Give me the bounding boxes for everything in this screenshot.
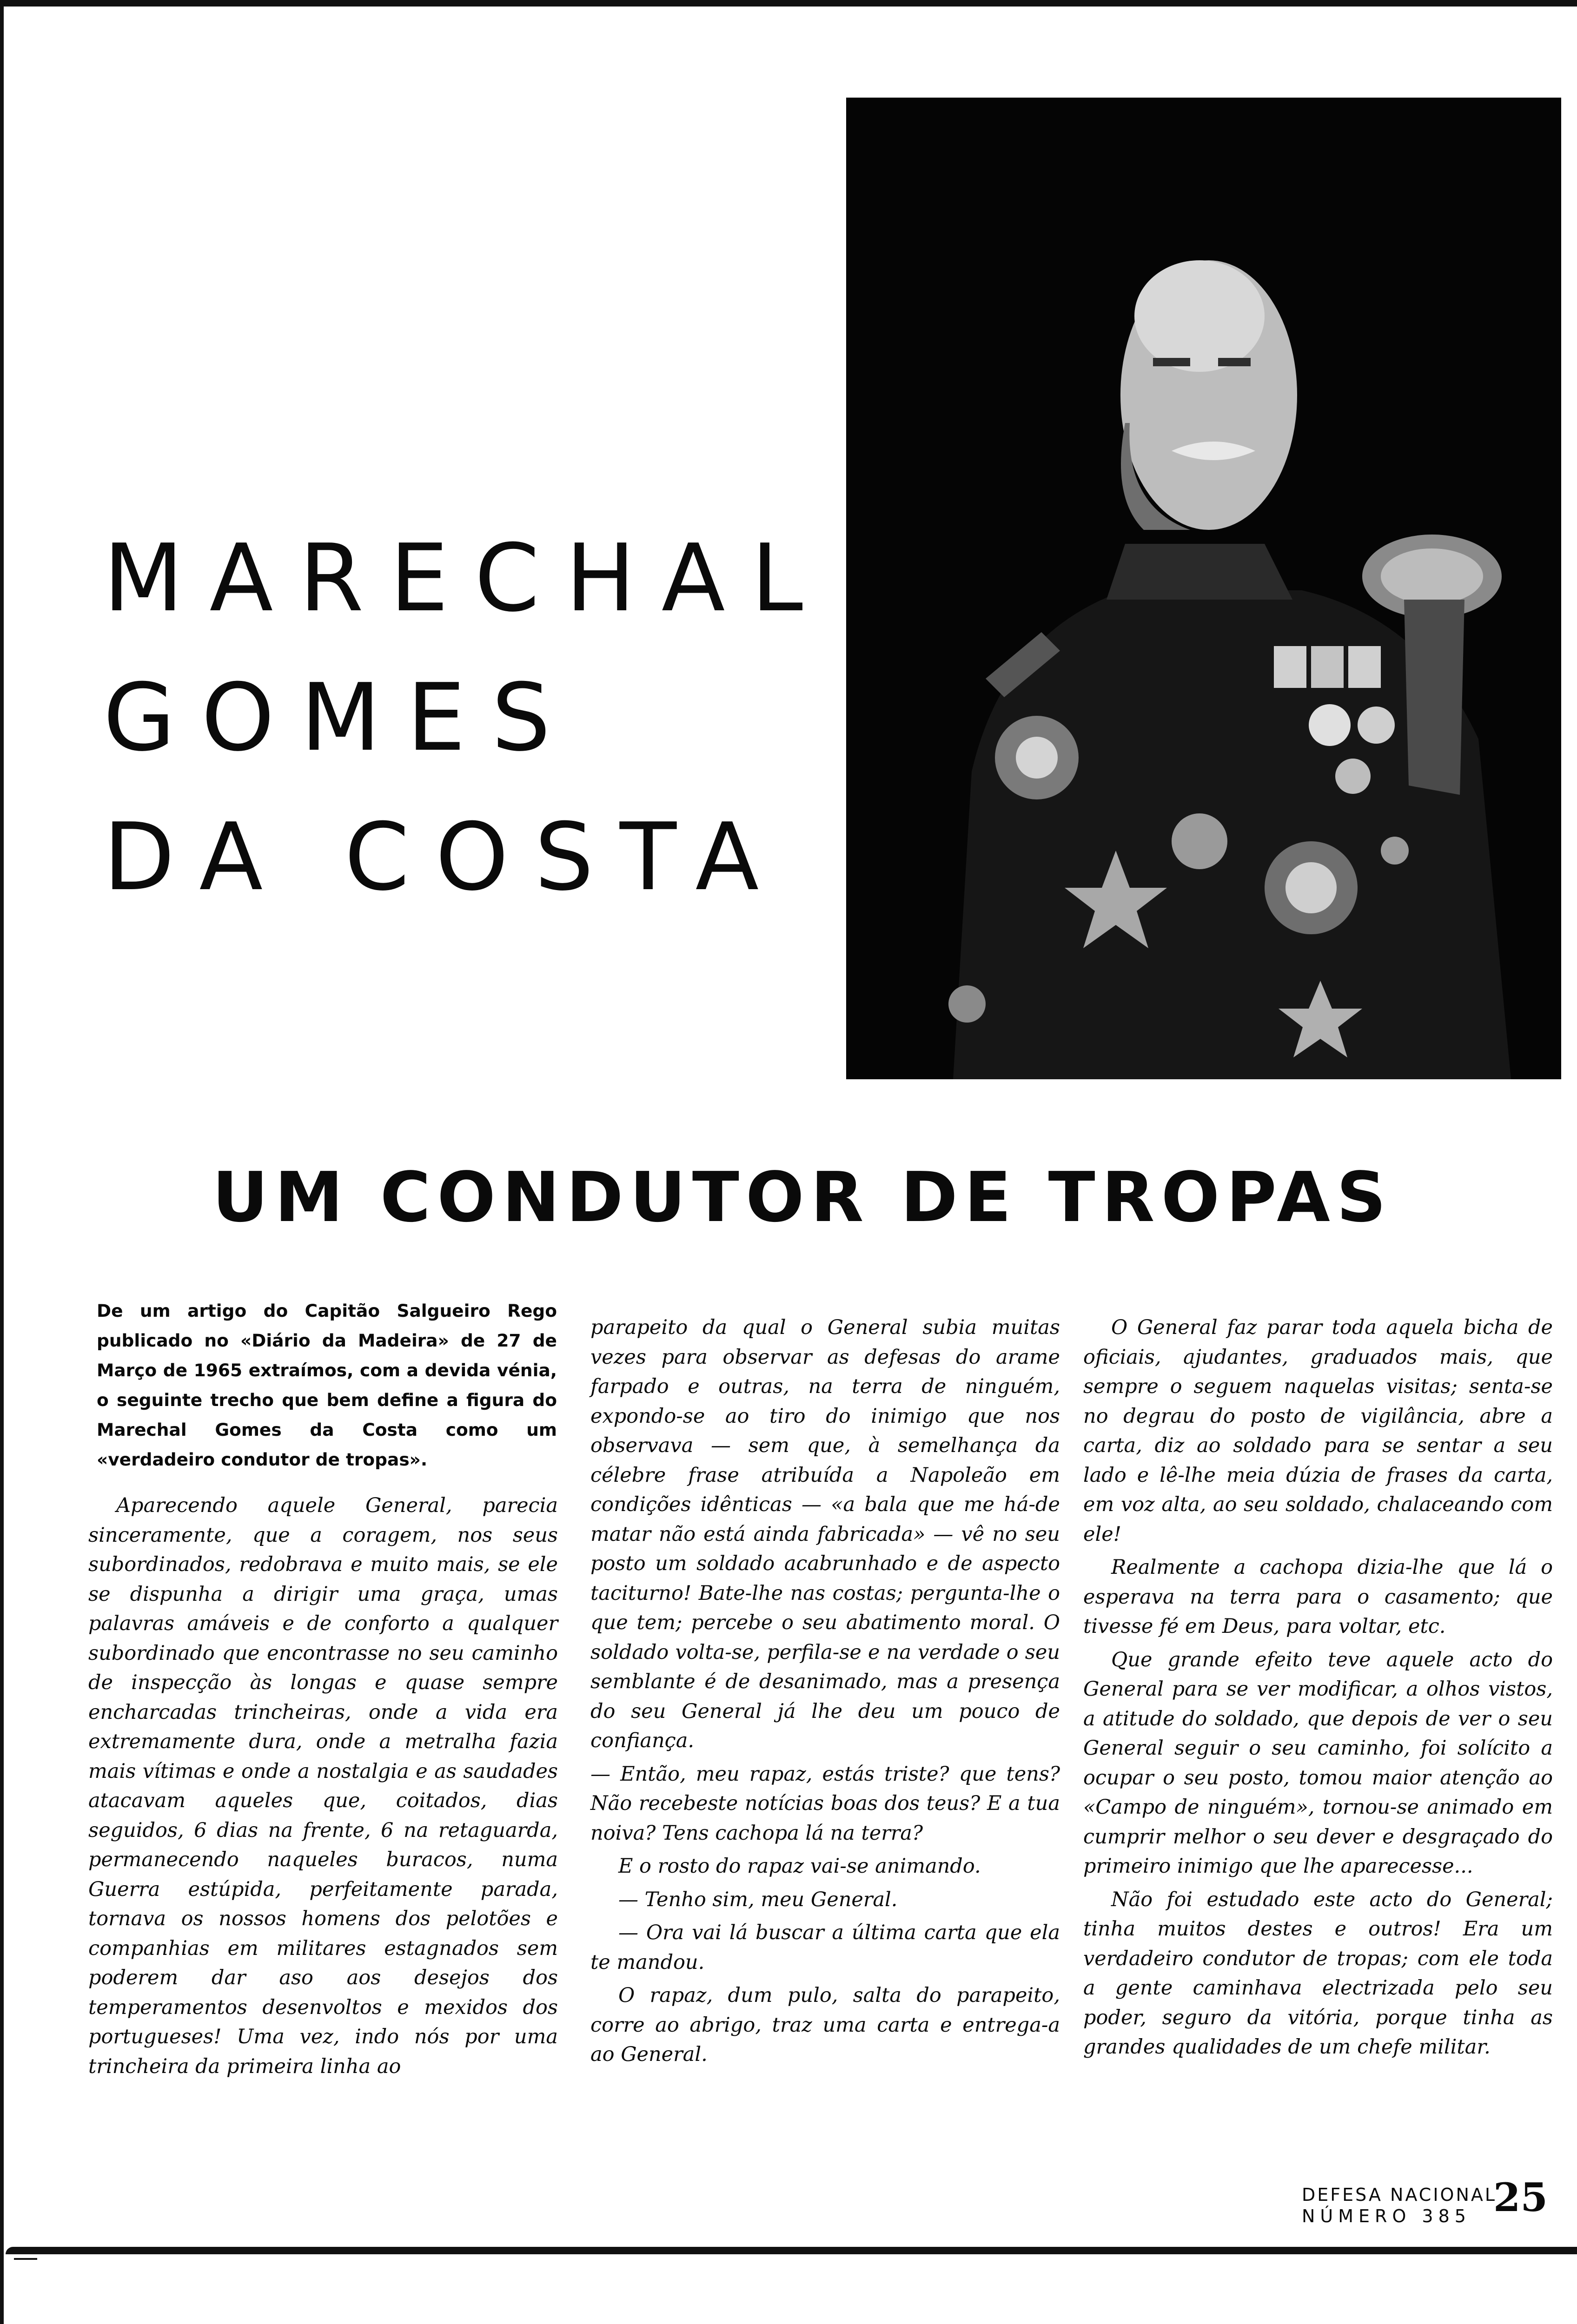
footer-publication: DEFESA NACIONAL bbox=[1302, 2185, 1497, 2205]
scan-border-top bbox=[0, 0, 1577, 7]
footer-issue: NÚMERO 385 bbox=[1302, 2206, 1471, 2226]
article-subtitle: UM CONDUTOR DE TROPAS bbox=[212, 1157, 1393, 1237]
portrait-illustration bbox=[846, 98, 1561, 1079]
col3-paragraph: Não foi estudado este acto do General; tinha muitos destes e outros! Era um verdadeiro condutor de tropas; com ele toda a gente caminhava electrizada pelo seu poder, seguro da vitória, porque tinha as grandes qualidades de um chefe militar. bbox=[1083, 1888, 1553, 2059]
col2-paragraph: E o rosto do rapaz vai-se animando. bbox=[618, 1855, 981, 1878]
page-number: 25 bbox=[1493, 2174, 1548, 2220]
col3-paragraph: Que grande efeito teve aquele acto do General para se ver modificar, a olhos vistos, a atitude do soldado, que depois de ver o seu General seguir o seu caminho, foi solícito a ocupar o seu posto, tomou maior atenção ao «Campo de ninguém», tornou-se animado em cumprir melhor o seu dever e desgraçado do primeiro inimigo que lhe aparecesse... bbox=[1083, 1648, 1553, 1878]
col3-paragraph: Realmente a cachopa dizia-lhe que lá o esperava na terra para o casamento; que tivesse fé em Deus, para voltar, etc. bbox=[1083, 1556, 1553, 1638]
col2-paragraph: — Ora vai lá buscar a última carta que ela te mandou. bbox=[590, 1921, 1060, 1974]
col1-paragraph: Aparecendo aquele General, parecia sinceramente, que a coragem, nos seus subordinados, redobrava e muito mais, se ele se dispunha a dirigir uma graça, umas palavras amáveis e de conforto a qualquer subordinado que encontrasse no seu caminho de inspecção às longas e quase sempre encharcadas trincheiras, onde a vida era extremamente dura, onde a metralha fazia mais vítimas e onde a nostalgia e as saudades atacavam aqueles que, coitados, dias seguidos, 6 dias na frente, 6 na retaguarda, permanecendo naqueles buracos, numa Guerra estúpida, perfeitamente parada, tornava os nossos homens dos pelotões e companhias em militares estagnados sem poderem dar aso aos desejos dos temperamentos desenvoltos e mexidos dos portugueses! Uma vez, indo nós por uma trincheira da primeira linha ao bbox=[88, 1494, 558, 2078]
col2-paragraph: — Então, meu rapaz, estás triste? que tens? Não recebeste notícias boas dos teus? E a tua noiva? Tens cachopa lá na terra? bbox=[590, 1762, 1060, 1845]
bottom-rule-mark bbox=[14, 2258, 37, 2260]
col2-paragraph: parapeito da qual o General subia muitas vezes para observar as defesas do arame farpado e outras, na terra de ninguém, expondo-se ao tiro do inimigo que nos observava — sem que, à semelhança da célebre frase atribuída a Napoleão em condições idênticas — «a bala que me há-de matar não está ainda fabricada» — vê no seu posto um soldado acabrunhado e de aspecto taciturno! Bate-lhe nas costas; pergunta-lhe o que tem; percebe o seu abatimento moral. O soldado volta-se, perfila-se e na verdade o seu semblante é de desanimado, mas a presença do seu General já lhe deu um pouco de confiança. bbox=[590, 1316, 1060, 1752]
text-column-1 bbox=[88, 1491, 558, 2085]
portrait-photo bbox=[846, 98, 1561, 1079]
intro-paragraph: De um artigo do Capitão Salgueiro Rego publicado no «Diário da Madeira» de 27 de Março de 1965 extraímos, com a devida vénia, o seguinte trecho que bem define a figura do Marechal Gomes da Costa como um «verdadeiro condutor de tropas». bbox=[97, 1301, 557, 1470]
text-column-3 bbox=[1083, 1313, 1553, 2066]
col2-paragraph: — Tenho sim, meu General. bbox=[618, 1888, 898, 1911]
bottom-rule bbox=[6, 2247, 1577, 2254]
text-column-2 bbox=[590, 1313, 1060, 2073]
title-line-3: DA COSTA bbox=[103, 803, 785, 911]
title-line-2: GOMES bbox=[103, 664, 577, 772]
col3-paragraph: O General faz parar toda aquela bicha de oficiais, ajudantes, graduados mais, que sempre o seguem naquelas visitas; senta-se no degrau do posto de vigilância, abre a carta, diz ao soldado para se sentar a seu lado e lê-lhe meia dúzia de frases da carta, em voz alta, ao seu soldado, chalaceando com ele! bbox=[1083, 1316, 1553, 1546]
title-line-1: MARECHAL bbox=[103, 524, 829, 633]
article-title bbox=[103, 509, 828, 927]
col2-paragraph: O rapaz, dum pulo, salta do parapeito, corre ao abrigo, traz uma carta e entrega-a ao General. bbox=[590, 1984, 1060, 2066]
